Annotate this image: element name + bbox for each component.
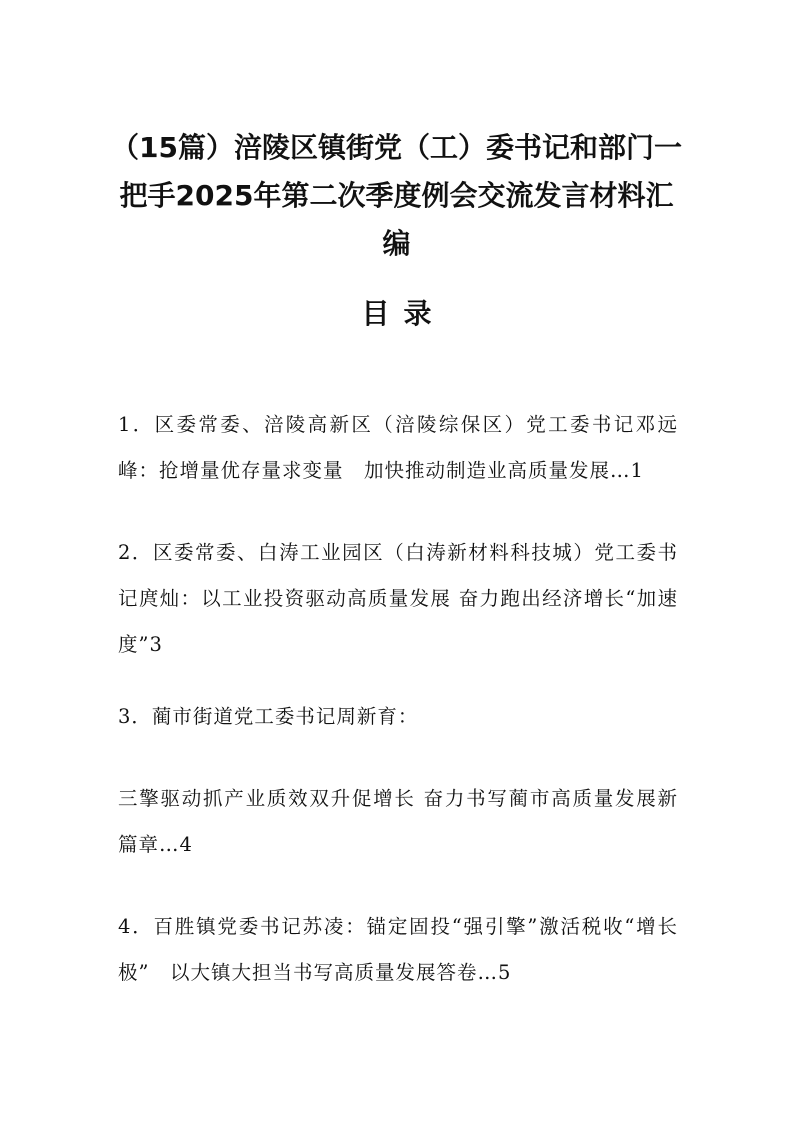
toc-item-subtitle: 三擎驱动抓产业质效双升促增长 奋力书写蔺市高质量发展新篇章…4 [118,787,678,856]
document-title: （15篇）涪陵区镇街党（工）委书记和部门一把手2025年第二次季度例会交流发言材料汇编 [111,131,682,260]
toc-item: 2．区委常委、白涛工业园区（白涛新材料科技城）党工委书记庹灿：以工业投资驱动高质量发展 奋力跑出经济增长“加速度”3 [118,541,678,656]
toc-item: 3．蔺市街道党工委书记周新育： [118,705,419,728]
toc-item: 4．百胜镇党委书记苏凌：锚定固投“强引擎”激活税收“增长极” 以大镇大担当书写高质量发展答卷…5 [118,915,678,984]
toc-heading: 目录 [361,297,446,330]
toc-item: 1．区委常委、涪陵高新区（涪陵综保区）党工委书记邓远峰：抢增量优存量求变量 加快推动制造业高质量发展…1 [118,413,678,482]
